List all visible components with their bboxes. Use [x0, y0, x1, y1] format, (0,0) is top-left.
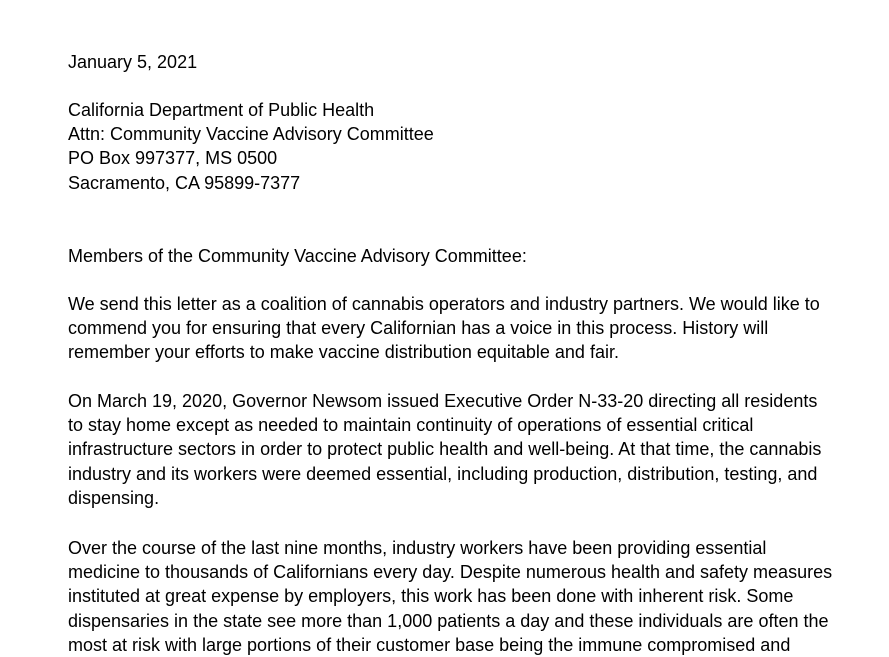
letter-date	[68, 50, 197, 74]
paragraph-line: remember your efforts to make vaccine distribution equitable and fair.	[68, 342, 619, 363]
paragraph-line: to stay home except as needed to maintain continuity of operations of essential critical	[68, 415, 754, 436]
paragraph-line: dispensaries in the state see more than 1,000 patients a day and these individuals are often the	[68, 610, 829, 631]
paragraph-line: dispensing.	[68, 487, 160, 508]
paragraph-line: On March 19, 2020, Governor Newsom issued Executive Order N-33-20 directing all residents	[68, 391, 818, 411]
paragraph-2	[68, 389, 821, 510]
paragraph-line: infrastructure sectors in order to protect public health and well-being. At that time, the cannabis	[68, 439, 822, 460]
address-line: Attn: Community Vaccine Advisory Committee	[68, 124, 434, 145]
paragraph-line: Over the course of the last nine months, industry workers have been providing essential	[68, 538, 767, 558]
paragraph-3	[68, 536, 832, 657]
paragraph-line: medicine to thousands of Californians every day. Despite numerous health and safety measures	[68, 562, 833, 583]
address-line: California Department of Public Health	[68, 100, 375, 120]
paragraph-line: most at risk with large portions of their customer base being the immune compromised and	[68, 634, 791, 655]
salutation-text: Members of the Community Vaccine Advisory Committee:	[68, 246, 527, 266]
recipient-address	[68, 98, 434, 195]
salutation	[68, 244, 527, 268]
address-line: PO Box 997377, MS 0500	[68, 148, 278, 169]
date-text: January 5, 2021	[68, 52, 198, 72]
address-line: Sacramento, CA 95899-7377	[68, 172, 301, 193]
paragraph-line: industry and its workers were deemed essential, including production, distribution, testing, and	[68, 463, 818, 484]
paragraph-line: We send this letter as a coalition of cannabis operators and industry partners. We would like to	[68, 294, 820, 314]
paragraph-1	[68, 292, 820, 365]
paragraph-line: instituted at great expense by employers, this work has been done with inherent risk. Some	[68, 586, 794, 607]
paragraph-line: commend you for ensuring that every Californian has a voice in this process. History will	[68, 318, 769, 339]
